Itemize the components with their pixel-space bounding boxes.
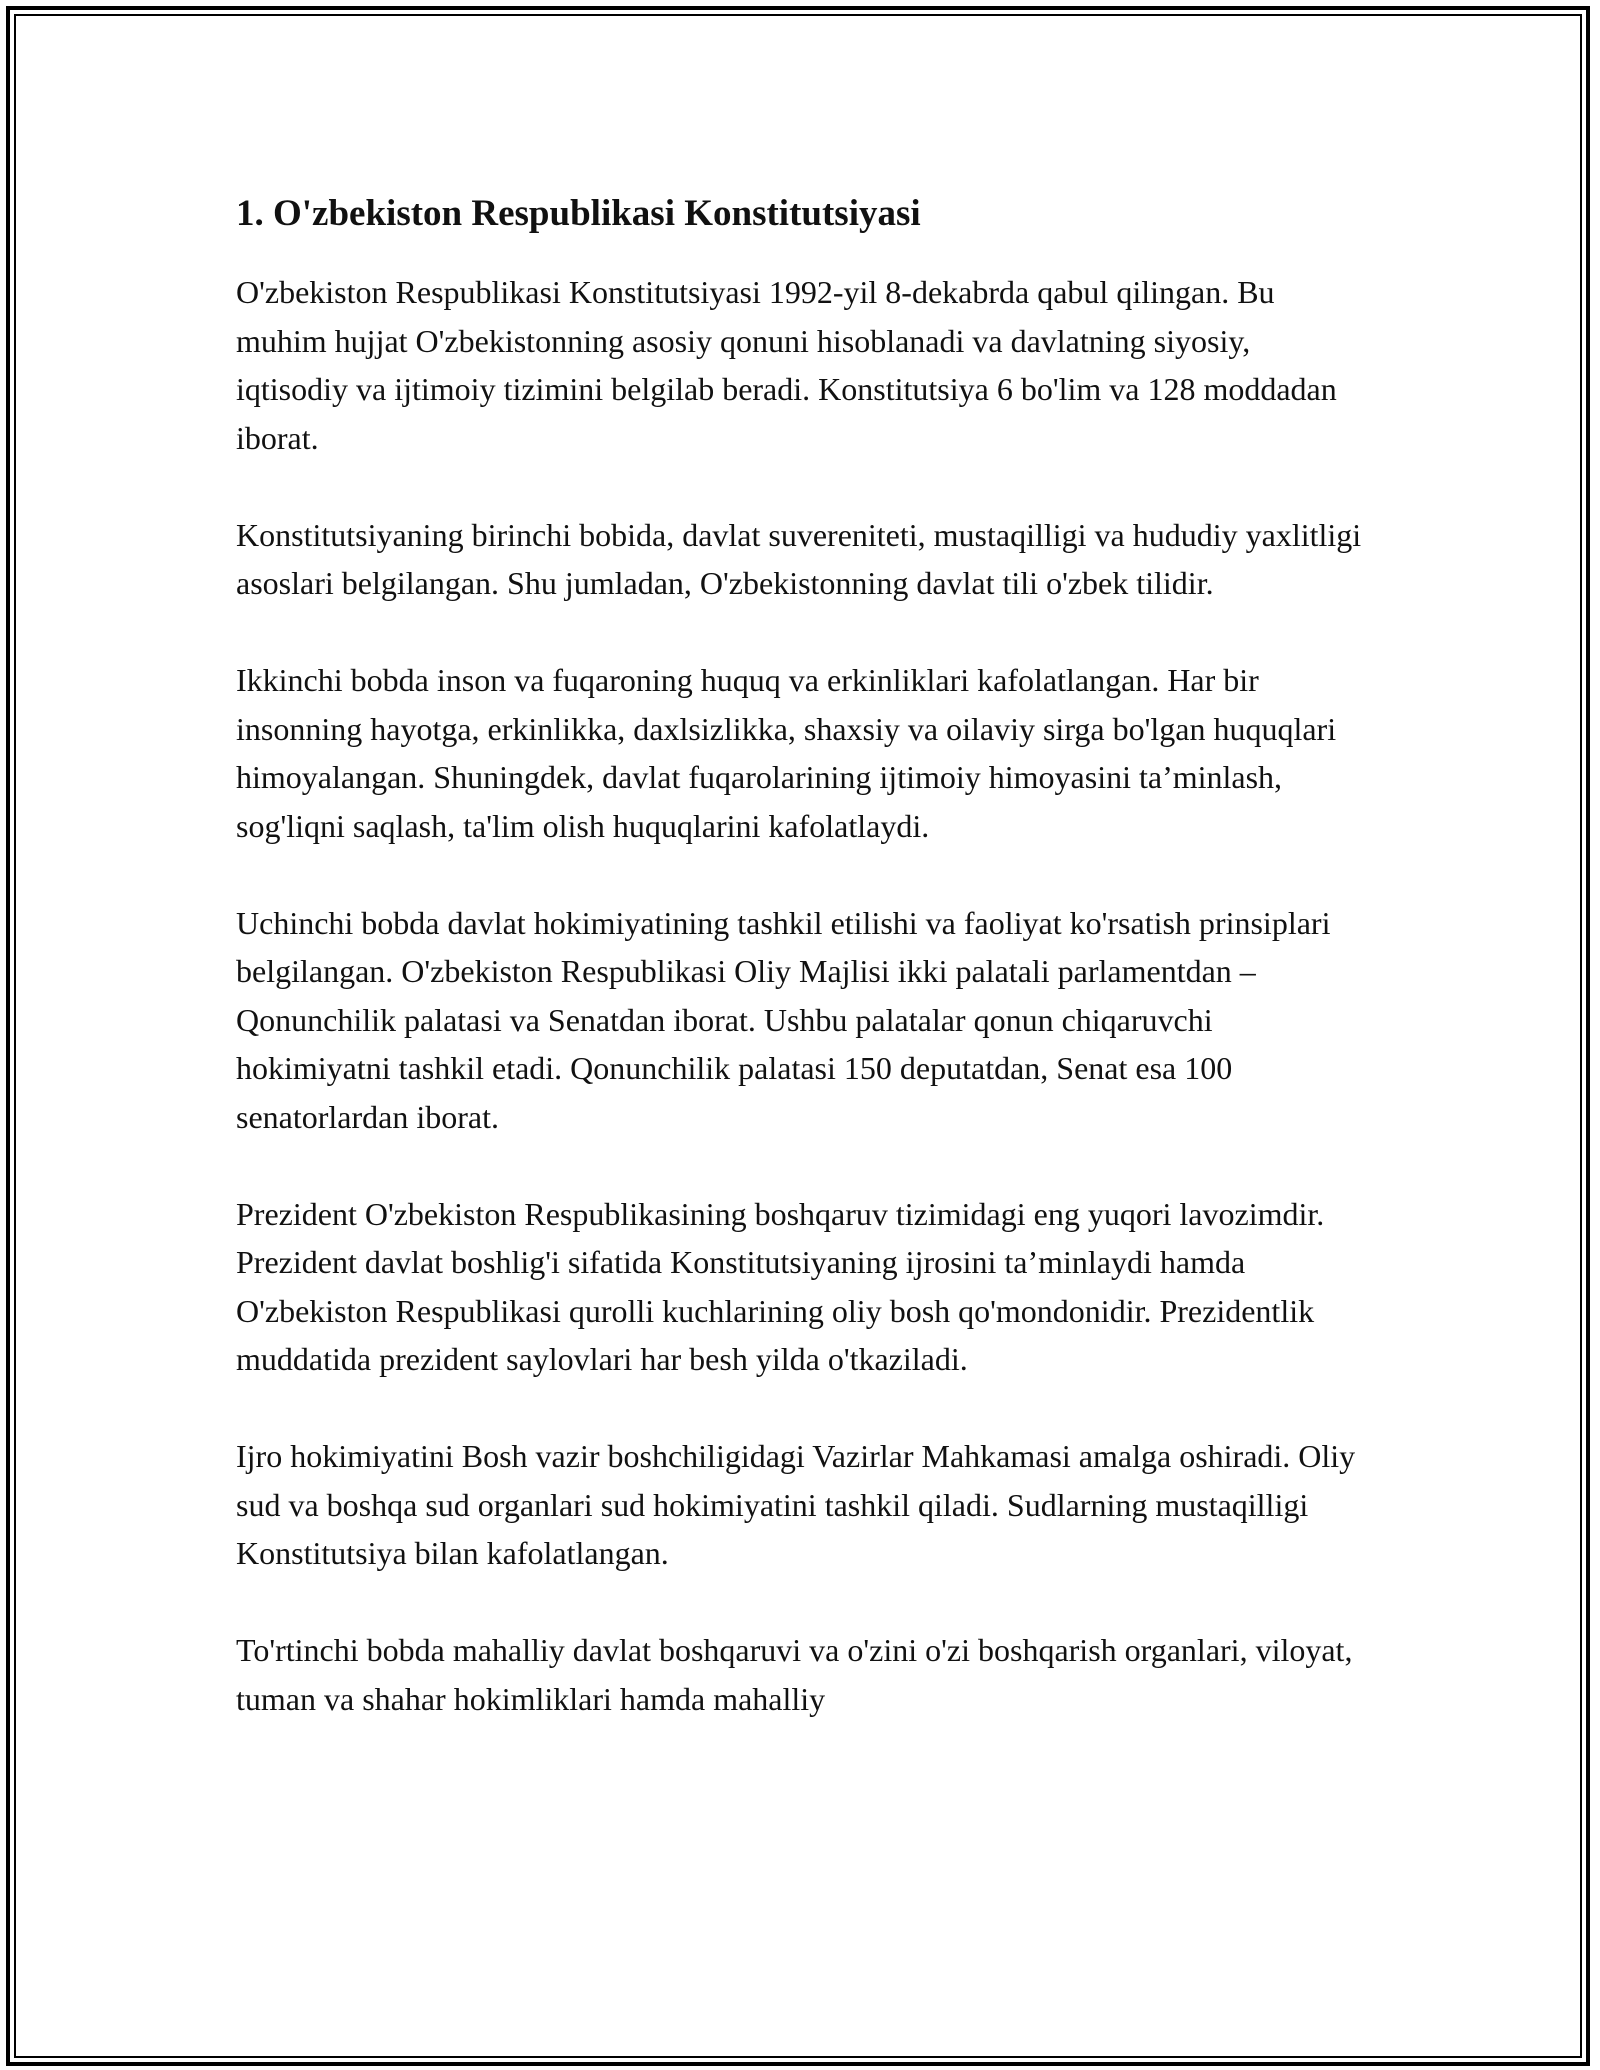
document-body [236, 188, 1366, 1723]
section-heading: 1. O'zbekiston Respublikasi Konstitutsiyasi [236, 193, 921, 234]
paragraph-6: Ijro hokimiyatini Bosh vazir boshchiligidagi Vazirlar Mahkamasi amalga oshiradi. Oliy sud va boshqa sud organlari sud hokimiyatini tashkil qiladi. Sudlarning mustaqilligi Konstitutsiya bilan kafolatlangan. [236, 1438, 1356, 1571]
paragraph-3: Ikkinchi bobda inson va fuqaroning huquq va erkinliklari kafolatlangan. Har bir insonning hayotga, erkinlikka, daxlsizlikka, shaxsiy va oilaviy sirga bo'lgan huquqlari himoyalangan. Shuningdek, davlat fuqarolarining ijtimoiy himoyasini ta’minlash, sog'liqni saqlash, ta'lim olish huquqlarini kafolatlaydi. [236, 662, 1337, 844]
paragraph-2: Konstitutsiyaning birinchi bobida, davlat suvereniteti, mustaqilligi va hududiy yaxlitligi asoslari belgilangan. Shu jumladan, O'zbekistonning davlat tili o'zbek tilidir. [236, 516, 1362, 601]
paragraph-1: O'zbekiston Respublikasi Konstitutsiyasi 1992-yil 8-dekabrda qabul qilingan. Bu muhim hujjat O'zbekistonning asosiy qonuni hisoblanadi va davlatning siyosiy, iqtisodiy va ijtimoiy tizimini belgilab beradi. Konstitutsiya 6 bo'lim va 128 moddadan iborat. [236, 274, 1337, 456]
paragraph-4: Uchinchi bobda davlat hokimiyatining tashkil etilishi va faoliyat ko'rsatish prinsiplari belgilangan. O'zbekiston Respublikasi Oliy Majlisi ikki palatali parlamentdan – Qonunchilik palatasi va Senatdan iborat. Ushbu palatalar qonun chiqaruvchi hokimiyatni tashkil etadi. Qonunchilik palatasi 150 deputatdan, Senat esa 100 senatorlardan iborat. [236, 904, 1331, 1135]
paragraph-5: Prezident O'zbekiston Respublikasining boshqaruv tizimidagi eng yuqori lavozimdir. Prezident davlat boshlig'i sifatida Konstitutsiyaning ijrosini ta’minlaydi hamda O'zbekiston Respublikasi qurolli kuchlarining oliy bosh qo'mondonidir. Prezidentlik muddatida prezident saylovlari har besh yilda o'tkaziladi. [236, 1195, 1325, 1377]
paragraph-7: To'rtinchi bobda mahalliy davlat boshqaruvi va o'zini o'zi boshqarish organlari, viloyat, tuman va shahar hokimliklari hamda mahalliy [236, 1632, 1353, 1717]
